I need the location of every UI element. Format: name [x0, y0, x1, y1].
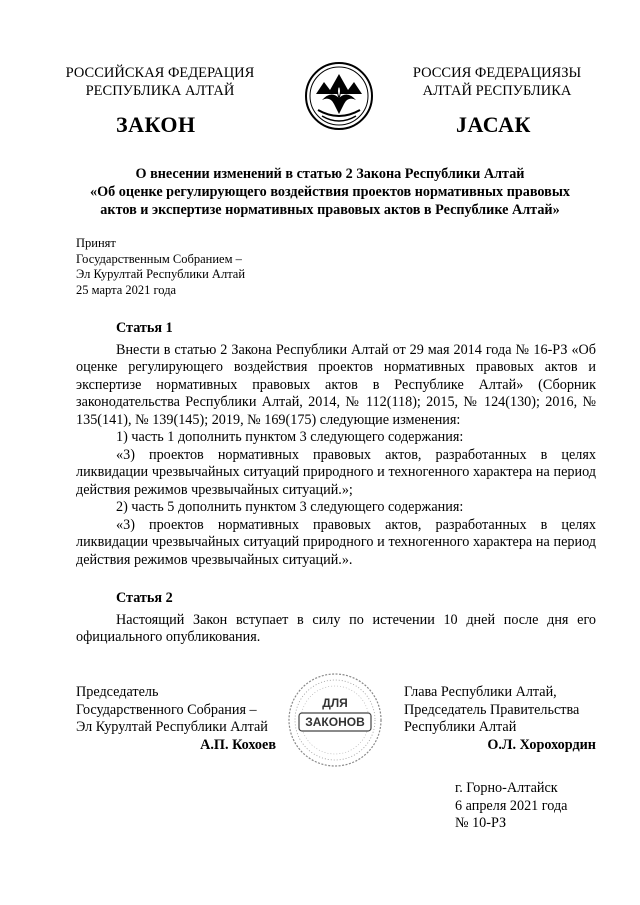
law-title-altai: ЈАСАК	[456, 112, 531, 137]
law-heading-line3: актов и экспертизе нормативных правовых актов в Республике Алтай»	[100, 202, 560, 218]
signature-left	[76, 684, 276, 754]
article-2-heading: Статья 2	[116, 590, 173, 606]
adoption-date: 25 марта 2021 года	[76, 282, 177, 297]
article-2	[76, 590, 596, 647]
adoption-line2: Государственным Собранием –	[76, 251, 242, 266]
article-1	[76, 320, 596, 569]
article-2-text: Настоящий Закон вступает в силу по истечении 10 дней после дня его официального опубликования.	[76, 611, 596, 645]
law-title-ru: ЗАКОН	[116, 112, 196, 137]
law-heading-line1: О внесении изменений в статью 2 Закона Республики Алтай	[135, 166, 525, 182]
header-left-republic: РЕСПУБЛИКА АЛТАЙ	[85, 83, 235, 99]
signature-left-line2: Государственного Собрания –	[76, 701, 257, 718]
signature-left-line1: Председатель	[76, 684, 159, 700]
stamp-line2: ЗАКОНОВ	[305, 715, 365, 729]
signature-right-line2: Председатель Правительства	[404, 701, 580, 718]
header-right-republic: АЛТАЙ РЕСПУБЛИКА	[422, 83, 572, 99]
header-left-country: РОССИЙСКАЯ ФЕДЕРАЦИЯ	[65, 65, 255, 81]
header-left	[40, 64, 280, 100]
adoption-line3: Эл Курултай Республики Алтай	[76, 267, 246, 281]
signature-right-line3: Республики Алтай	[404, 719, 517, 735]
footer-date: 6 апреля 2021 года	[455, 797, 568, 814]
article-1-item-2-text: «3) проектов нормативных правовых актов, разработанных в целях ликвидации чрезвычайных ситуаций природного и техногенного характера на период действия режимов чрезвычайных ситуаций.».	[76, 516, 596, 568]
signature-left-line3: Эл Курултай Республики Алтай	[76, 719, 268, 735]
footer-place	[455, 780, 567, 833]
law-heading	[60, 165, 600, 219]
article-1-heading: Статья 1	[116, 320, 173, 336]
article-1-item-2: 2) часть 5 дополнить пунктом 3 следующего содержания:	[116, 499, 464, 515]
law-heading-line2: «Об оценке регулирующего воздействия проектов нормативных правовых	[90, 184, 570, 200]
signature-left-name: А.П. Кохоев	[200, 736, 276, 753]
footer-city: г. Горно-Алтайск	[455, 780, 558, 796]
article-1-intro: Внести в статью 2 Закона Республики Алтай от 29 мая 2014 года № 16-РЗ «Об оценке регулирующего воздействия проектов нормативных правовых актов и экспертизе нормативных правовых актов в Республике Алтай» (Сборник законодательства Республики Алтай, 2014, № 112(118); 2015, № 124(130); 2016, № 135(141), № 139(145); 2019, № 169(175) следующие изменения:	[76, 341, 596, 428]
header-right-country: РОССИЯ ФЕДЕРАЦИЯЗЫ	[412, 65, 582, 81]
coat-of-arms-emblem	[304, 60, 374, 132]
article-1-item-1-text: «3) проектов нормативных правовых актов, разработанных в целях ликвидации чрезвычайных ситуаций природного и техногенного характера на период действия режимов чрезвычайных ситуаций.»;	[76, 446, 596, 498]
signature-right-name: О.Л. Хорохордин	[487, 736, 596, 753]
footer-number: № 10-РЗ	[455, 815, 507, 831]
stamp	[285, 670, 385, 770]
article-1-item-1: 1) часть 1 дополнить пунктом 3 следующего содержания:	[116, 429, 464, 445]
adoption-note	[76, 236, 245, 298]
signature-right	[404, 684, 596, 754]
stamp-line1: ДЛЯ	[322, 696, 348, 710]
adoption-line1: Принят	[76, 236, 116, 250]
header-right	[392, 64, 602, 100]
signature-right-line1: Глава Республики Алтай,	[404, 684, 557, 700]
